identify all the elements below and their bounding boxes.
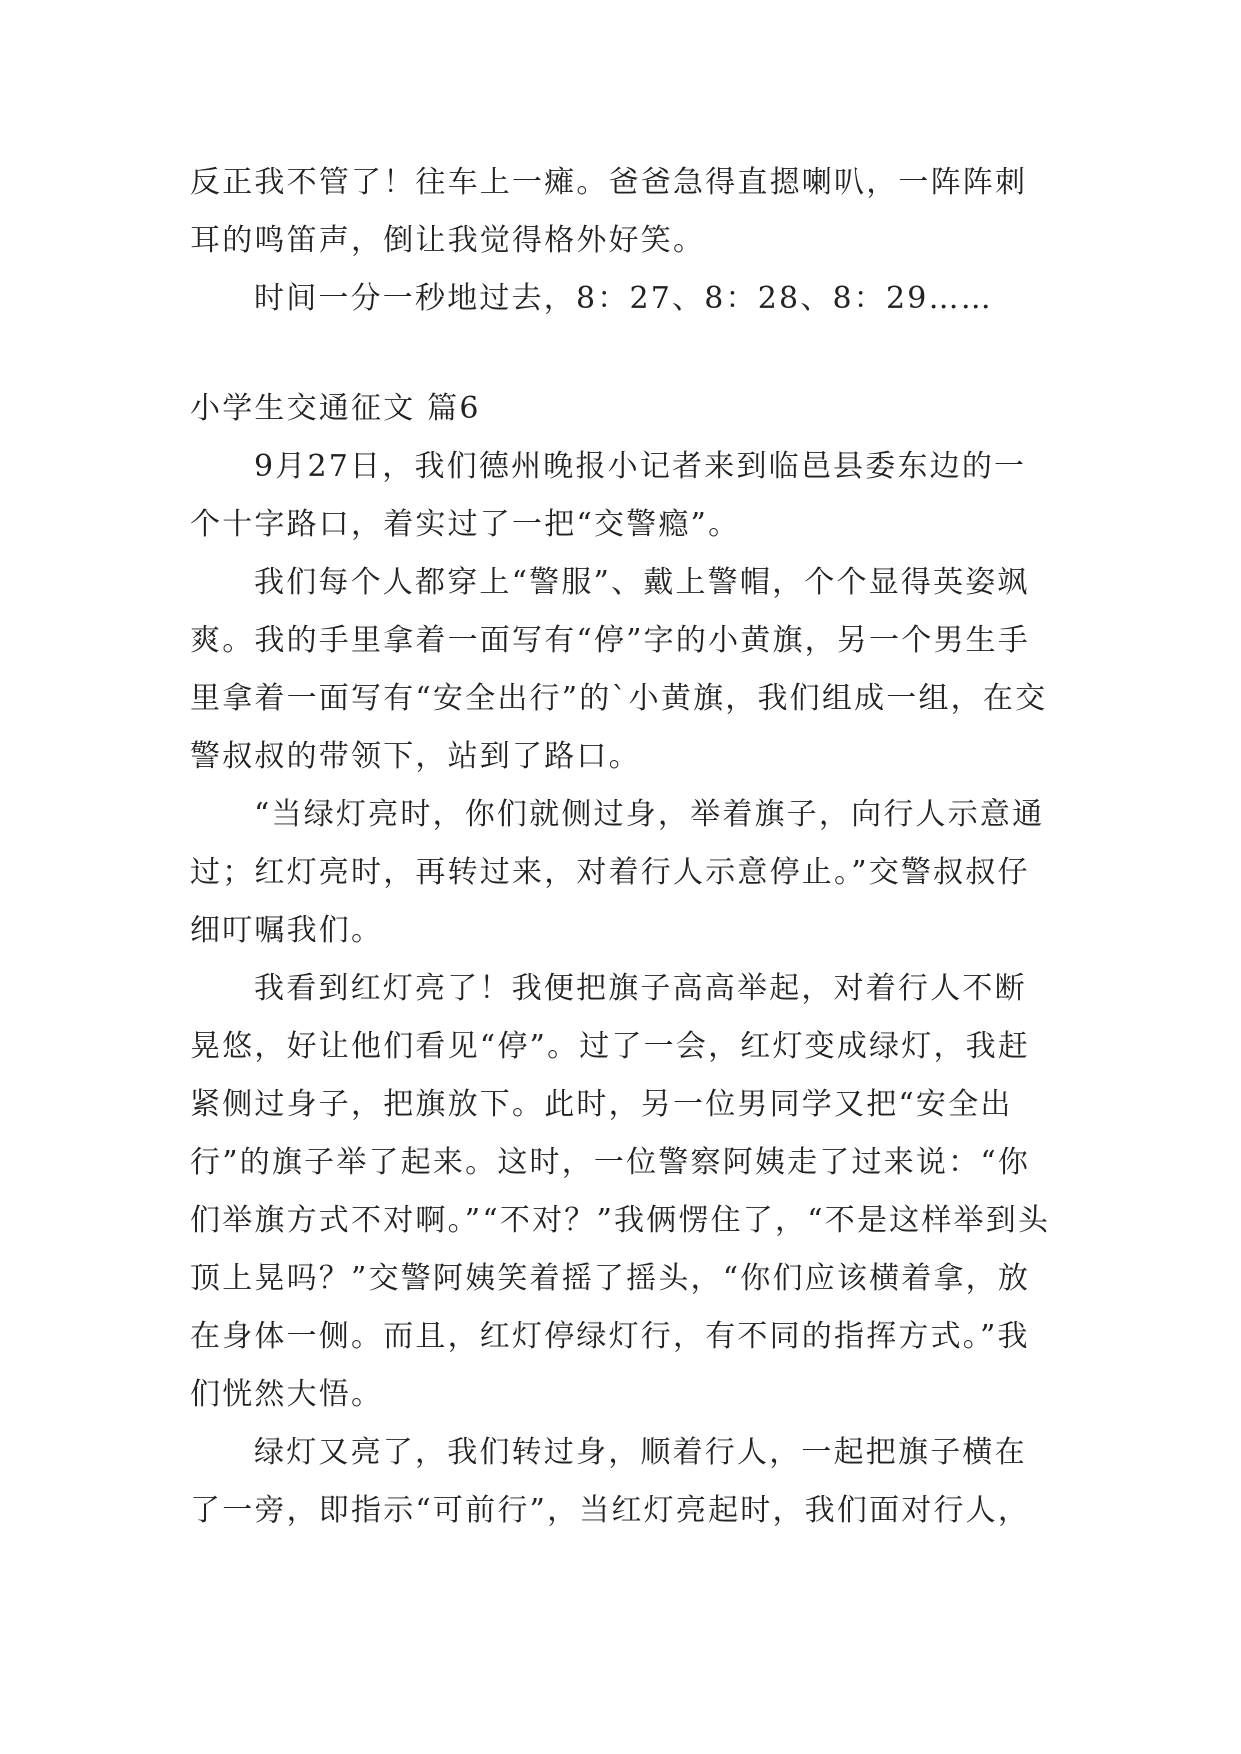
section-title: 小学生交通征文 篇6 <box>190 391 481 426</box>
body-paragraph: 我们每个人都穿上“警服”、戴上警帽，个个显得英姿飒爽。我的手里拿着一面写有“停”字的小黄旗，另一个男生手里拿着一面写有“安全出行”的`小黄旗，我们组成一组，在交警叔叔的带领下，站到了路口。 <box>190 565 1048 774</box>
body-paragraph: 我看到红灯亮了！我便把旗子高高举起，对着行人不断晃悠，好让他们看见“停”。过了一会，红灯变成绿灯，我赶紧侧过身子，把旗放下。此时，另一位男同学又把“安全出行”的旗子举了起来。这时，一位警察阿姨走了过来说：“你们举旗方式不对啊。”“不对？”我俩愣住了，“不是这样举到头顶上晃吗？”交警阿姨笑着摇了摇头，“你们应该横着拿，放在身体一侧。而且，红灯停绿灯行，有不同的指挥方式。”我们恍然大悟。 <box>190 971 1051 1412</box>
body-paragraph: 时间一分一秒地过去，8：27、8：28、8：29…… <box>254 281 993 316</box>
body-paragraph: “当绿灯亮时，你们就侧过身，举着旗子，向行人示意通过；红灯亮时，再转过来，对着行人示意停止。”交警叔叔仔细叮嘱我们。 <box>190 797 1045 948</box>
body-paragraph: 9月27日，我们德州晚报小记者来到临邑县委东边的一个十字路口，着实过了一把“交警瘾”。 <box>190 449 1027 542</box>
body-paragraph: 绿灯又亮了，我们转过身，顺着行人，一起把旗子横在了一旁，即指示“可前行”，当红灯亮起时，我们面对行人， <box>190 1435 1031 1528</box>
body-paragraph: 反正我不管了！往车上一瘫。爸爸急得直摁喇叭，一阵阵刺耳的鸣笛声，倒让我觉得格外好笑。 <box>190 165 1028 258</box>
document-body <box>190 154 1052 1540</box>
